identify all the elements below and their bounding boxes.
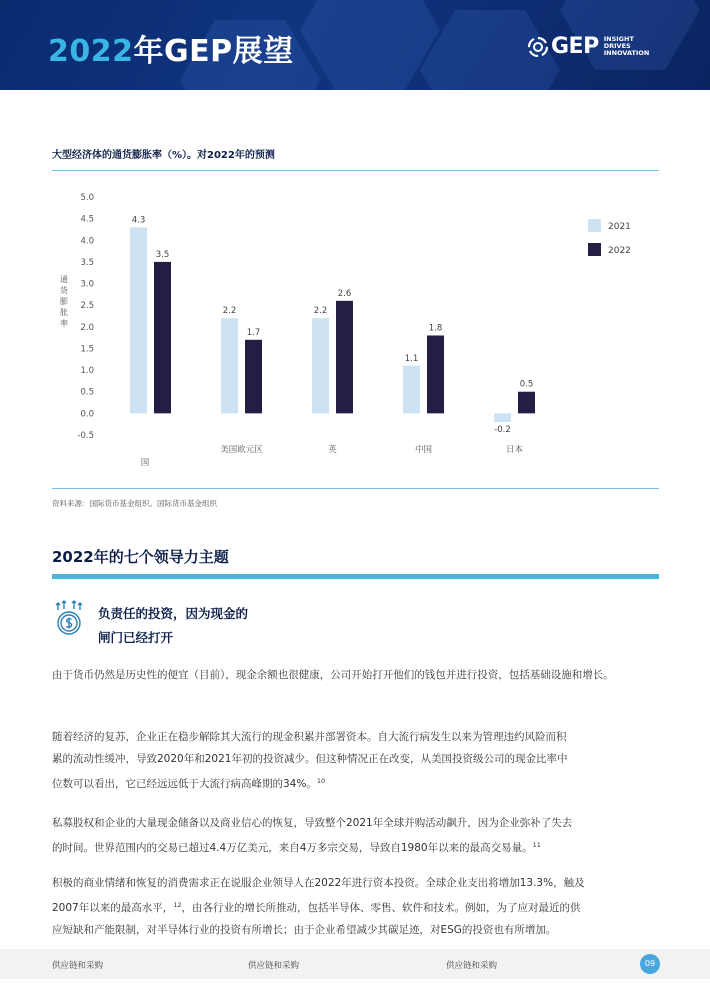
logo-tagline-line: INNOVATION (603, 49, 650, 57)
paragraph-line: 积极的商业情绪和恢复的消费需求正在说服企业领导人在2022年进行资本投资。全球企业支出将增加13.3%，触及 (52, 877, 585, 889)
y-tick-label: 5.0 (80, 193, 94, 203)
legend-swatch (588, 243, 601, 256)
logo-tagline-line: DRIVES (603, 42, 631, 50)
data-label: 2.2 (313, 306, 328, 317)
body-paragraph (52, 872, 662, 941)
category-label: 美国欧元区 (220, 445, 263, 455)
paragraph-line (52, 894, 662, 919)
divider (52, 488, 659, 489)
body-paragraph (52, 812, 662, 859)
y-axis-label: 率 (60, 319, 68, 328)
page-header (0, 0, 710, 90)
paragraph-text: ，由各行业的增长所推动，包括半导体、零售、软件和技术。例如，为了应对最近的供 (181, 902, 581, 914)
footer-label: 供应链和采购 (446, 961, 498, 971)
data-label: 2.6 (337, 288, 352, 299)
category-label: 日本 (505, 445, 524, 455)
money-growth-icon (52, 600, 86, 636)
theme-title (98, 602, 398, 650)
chart-title: 大型经济体的通货膨胀率（%）。对2022年的预测 (52, 150, 275, 161)
data-label: -0.2 (494, 425, 511, 436)
inflation-bar-chart (48, 182, 660, 482)
y-tick-label: 1.5 (80, 344, 94, 355)
page-title-rest: 年GEP展望 (133, 34, 294, 69)
bar-2021 (221, 318, 238, 413)
paragraph-line: 随着经济的复苏，企业正在稳步解除其大流行的现金积累并部署资本。自大流行病发生以来为管理违约风险而积 (52, 731, 567, 743)
footer-label: 供应链和采购 (248, 961, 300, 971)
legend-label: 2022 (608, 246, 631, 256)
bar-2021 (312, 318, 329, 413)
bar-2022 (154, 262, 171, 413)
gep-logo (528, 34, 649, 59)
page-title (48, 26, 294, 70)
y-tick-label: 2.0 (80, 322, 94, 333)
hexagon-decoration (300, 0, 440, 90)
body-paragraph (52, 726, 662, 795)
paragraph-text: 2007年以来的最高水平， (52, 902, 174, 914)
category-label: 英 (328, 445, 337, 455)
paragraph-text: 位数可以看出，它已经远远低于大流行病高峰期的34%。 (52, 778, 317, 790)
footnote-ref: 10 (316, 777, 326, 785)
data-label: 1.8 (428, 323, 443, 334)
swirl-logo-icon (528, 37, 548, 57)
section-divider (52, 574, 659, 579)
bar-2021 (403, 366, 420, 414)
body-paragraph: 由于货币仍然是历史性的便宜（目前），现金余额也很健康，公司开始打开他们的钱包并进行投资，包括基础设施和增长。 (52, 669, 614, 681)
paragraph-line (52, 770, 662, 795)
data-label: 0.5 (519, 379, 534, 390)
category-label: 国 (140, 458, 150, 468)
paragraph-text: 的时间。世界范围内的交易已超过4.4万亿美元，来自4万多宗交易，导致自1980年以来的最高交易量。 (52, 842, 533, 854)
data-label: 4.3 (131, 215, 146, 226)
paragraph-line: 应短缺和产能限制，对半导体行业的投资有所增长；由于企业希望减少其碳足迹，对ESG的投资也有所增加。 (52, 924, 557, 936)
footnote-ref: 11 (532, 841, 541, 849)
data-label: 1.1 (404, 353, 419, 364)
logo-tagline-line: INSIGHT (603, 35, 634, 43)
y-tick-label: 3.0 (80, 279, 94, 290)
footnote-ref: 12 (173, 901, 182, 909)
y-tick-label: 0.5 (80, 387, 94, 398)
bar-2022 (518, 392, 535, 414)
divider (52, 170, 659, 171)
bar-2021 (130, 227, 147, 413)
bar-2022 (427, 335, 444, 413)
chart-source: 资料来源：国际货币基金组织。国际货币基金组织 (52, 499, 217, 508)
legend-swatch (588, 219, 601, 232)
y-tick-label: 0.0 (80, 409, 94, 420)
bar-2022 (245, 340, 262, 414)
paragraph-line: 私募股权和企业的大量现金储备以及商业信心的恢复，导致整个2021年全球并购活动飙升，因为企业弥补了失去 (52, 817, 573, 829)
paragraph-line: 累的流动性缓冲，导致2020年和2021年初的投资减少。但这种情况正在改变，从美国投资级公司的现金比率中 (52, 753, 568, 765)
logo-name: GEP (551, 34, 599, 59)
paragraph-line (52, 834, 662, 859)
y-axis-label: 货 (60, 286, 68, 295)
theme-title-line: 闸门已经打开 (98, 630, 174, 645)
bar-2021 (494, 413, 511, 422)
y-tick-label: -0.5 (77, 431, 94, 441)
data-label: 1.7 (246, 327, 261, 338)
legend-label: 2021 (608, 222, 631, 232)
bar-2022 (336, 301, 353, 414)
section-title: 2022年的七个领导力主题 (52, 548, 229, 566)
page-number: 09 (640, 954, 660, 974)
logo-tagline (604, 36, 650, 57)
y-axis-label: 通 (60, 275, 68, 284)
data-label: 2.2 (222, 306, 237, 317)
page-footer (0, 949, 710, 979)
y-tick-label: 2.5 (80, 301, 94, 312)
theme-title-line: 负责任的投资，因为现金的 (98, 606, 249, 621)
y-axis-label: 膨 (60, 297, 68, 306)
y-tick-label: 1.0 (80, 366, 94, 377)
footer-label: 供应链和采购 (52, 961, 104, 971)
data-label: 3.5 (155, 249, 170, 260)
y-axis-label: 胀 (60, 308, 68, 317)
category-label: 中国 (414, 445, 433, 455)
y-tick-label: 3.5 (80, 257, 94, 268)
page-title-year: 2022 (48, 34, 134, 69)
y-tick-label: 4.5 (80, 214, 94, 225)
y-tick-label: 4.0 (80, 236, 94, 247)
